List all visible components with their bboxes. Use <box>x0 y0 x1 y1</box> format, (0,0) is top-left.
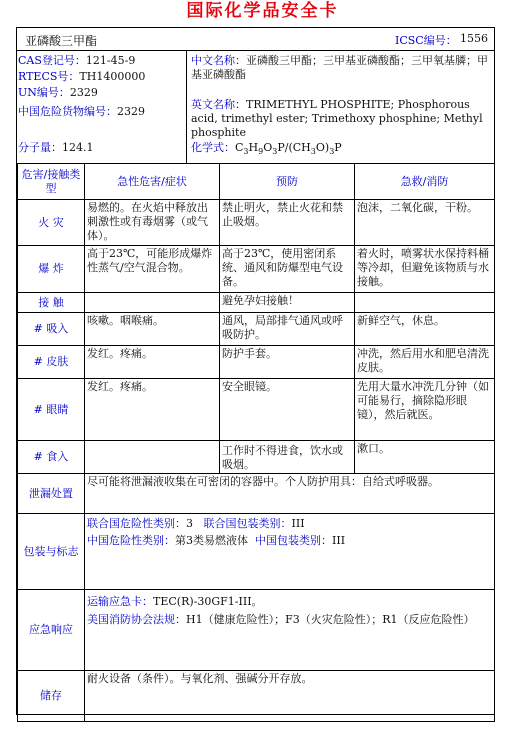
chemical-name: 亚磷酸三甲酯 <box>25 34 98 48</box>
emergency-content: 运输应急卡：TEC(R)-30GF1-III。 美国消防协会法规：H1（健康危险性）；F3（火灾危险性）；R1（反应危险性） <box>85 590 495 671</box>
row-prevention: 安全眼镜。 <box>220 379 355 441</box>
row-prevention: 通风，局部排气通风或呼吸防护。 <box>220 313 355 346</box>
row-symptoms: 易燃的。在火焰中释放出刺激性或有毒烟雾（或气体）。 <box>85 200 220 246</box>
icsc-value: 1556 <box>460 32 488 45</box>
row-type: # 食入 <box>18 441 85 474</box>
rtecs-number: RTECS号：TH1400000 <box>18 70 146 83</box>
emergency-row <box>18 590 495 671</box>
safety-card <box>16 27 495 715</box>
row-symptoms <box>85 293 220 313</box>
row-first-aid: 冲洗，然后用水和肥皂清洗皮肤。 <box>355 346 495 379</box>
header-type: 危害/接触类型 <box>18 164 85 200</box>
hazard-row-skin <box>18 346 495 379</box>
hazard-header-row <box>18 164 495 200</box>
icsc-label: ICSC编号： <box>395 34 457 47</box>
row-type: # 皮肤 <box>18 346 85 379</box>
hazard-row-contact <box>18 293 495 313</box>
row-symptoms <box>85 441 220 474</box>
row-prevention: 工作时不得进食，饮水或吸烟。 <box>220 441 355 474</box>
row-first-aid: 新鲜空气，休息。 <box>355 313 495 346</box>
cn-danger-number: 中国危险货物编号：2329 <box>18 105 145 118</box>
row-first-aid: 着火时，喷雾状水保持料桶等冷却，但避免该物质与水接触。 <box>355 246 495 293</box>
row-type: 火 灾 <box>18 200 85 246</box>
row-prevention: 避免孕妇接触！ <box>220 293 355 313</box>
un-number: UN编号：2329 <box>18 86 98 99</box>
packaging-label: 包装与标志 <box>18 514 85 590</box>
hazard-row-ingestion <box>18 441 495 474</box>
row-symptoms: 发红。疼痛。 <box>85 346 220 379</box>
english-name: 英文名称：TRIMETHYL PHOSPHITE; Phosphorous acid, trimethyl ester; Trimethoxy phosphine; Methyl phosphite <box>191 98 483 139</box>
packaging-row <box>18 514 495 590</box>
row-type: # 吸入 <box>18 313 85 346</box>
chinese-name: 中文名称：亚磷酸三甲酯；三甲基亚磷酸酯；三甲氧基膦；甲基亚磷酸酯 <box>191 54 488 81</box>
hazard-row-inhalation <box>18 313 495 346</box>
card-title: 国际化学品安全卡 <box>186 1 339 21</box>
cas-number: CAS登记号：121-45-9 <box>18 54 136 67</box>
hazard-row-explosion <box>18 246 495 293</box>
storage-row <box>18 671 495 722</box>
row-first-aid: 泡沫，二氧化碳，干粉。 <box>355 200 495 246</box>
row-type: 接 触 <box>18 293 85 313</box>
row-type: 爆 炸 <box>18 246 85 293</box>
hazard-table <box>17 163 495 722</box>
header-symptoms: 急性危害/症状 <box>85 164 220 200</box>
spill-row <box>18 474 495 514</box>
hazard-row-eyes <box>18 379 495 441</box>
storage-label: 储存 <box>18 671 85 722</box>
header-first-aid: 急救/消防 <box>355 164 495 200</box>
row-prevention: 高于23℃，使用密闭系统、通风和防爆型电气设备。 <box>220 246 355 293</box>
row-prevention: 防护手套。 <box>220 346 355 379</box>
formula-value: $C_3H_9O_3P/(CH_3O)_3P$ <box>235 141 342 157</box>
row-prevention: 禁止明火，禁止火花和禁止吸烟。 <box>220 200 355 246</box>
emergency-label: 应急响应 <box>18 590 85 671</box>
row-first-aid <box>355 293 495 313</box>
header-prevention: 预防 <box>220 164 355 200</box>
chemical-formula: 化学式：$C_3H_9O_3P/(CH_3O)_3P$ <box>191 141 342 157</box>
row-type: # 眼睛 <box>18 379 85 441</box>
row-symptoms: 发红。疼痛。 <box>85 379 220 441</box>
row-first-aid: 漱口。 <box>355 441 495 474</box>
hazard-row-fire <box>18 200 495 246</box>
row-first-aid: 先用大量水冲洗几分钟（如可能易行，摘除隐形眼镜），然后就医。 <box>355 379 495 441</box>
molecular-weight: 分子量：124.1 <box>18 141 94 154</box>
spill-label: 泄漏处置 <box>18 474 85 514</box>
storage-text: 耐火设备（条件）。与氧化剂、强碱分开存放。 <box>85 671 495 722</box>
packaging-content: 联合国危险性类别：3 联合国包装类别：III 中国危险性类别：第3类易燃液体 中国包装类别：III <box>85 514 495 590</box>
spill-text: 尽可能将泄漏液收集在可密闭的容器中。个人防护用具：自给式呼吸器。 <box>85 474 495 514</box>
row-symptoms: 高于23℃，可能形成爆炸性蒸气/空气混合物。 <box>85 246 220 293</box>
row-symptoms: 咳嗽。咽喉痛。 <box>85 313 220 346</box>
